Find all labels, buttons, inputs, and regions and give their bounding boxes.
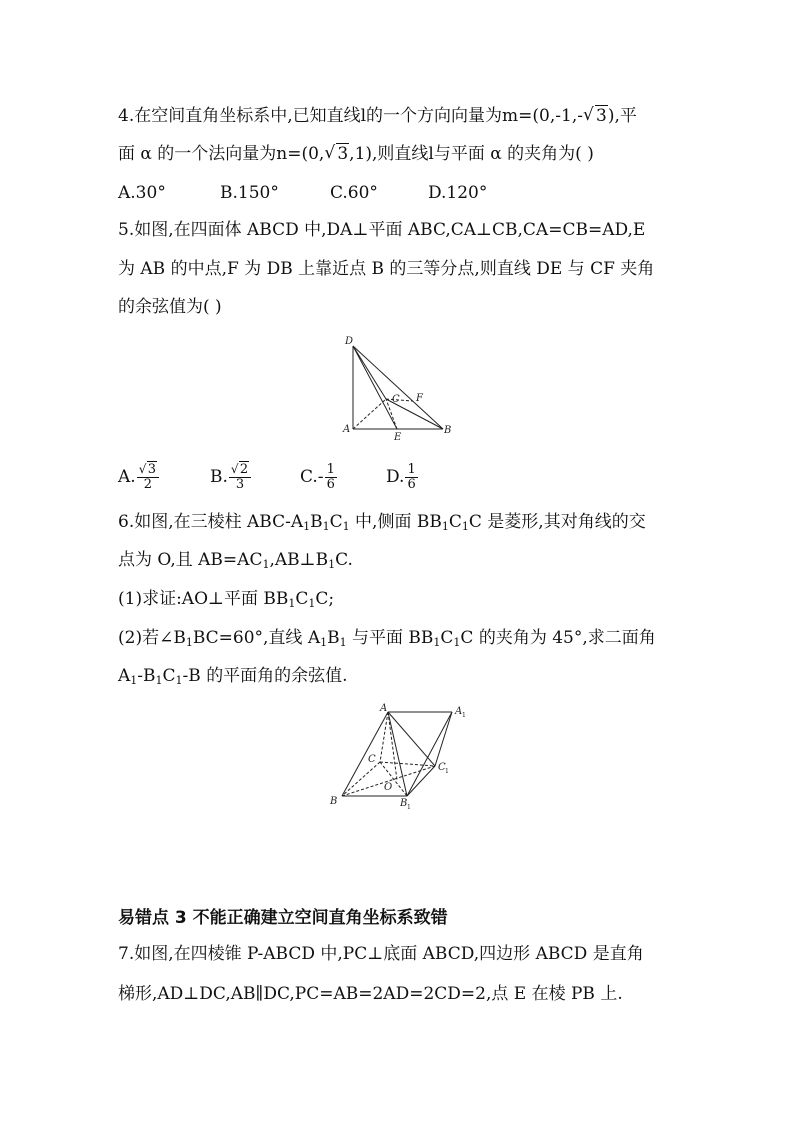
q5-option-d [386, 463, 418, 492]
q6-text: C 的夹角为 45°,求二面角 [460, 628, 656, 648]
label-c: C [368, 754, 376, 765]
frac-num: 1 [407, 462, 416, 477]
subscript: 1 [155, 674, 163, 687]
q4-option-b: B.150° [220, 183, 279, 203]
label-a1: A [455, 706, 463, 717]
subscript: 1 [342, 520, 350, 533]
q6-text: 中,侧面 BB [349, 512, 442, 532]
q6-text: B [327, 628, 340, 648]
q7-line-2: 梯形,AD⊥DC,AB∥DC,PC=AB=2AD=2CD=2,点 E 在棱 PB 上. [118, 984, 623, 1004]
q5-line-2: 为 AB 的中点,F 为 DB 上靠近点 B 的三等分点,则直线 DE 与 CF 夹角 [118, 259, 655, 279]
q5-option-a [118, 463, 159, 492]
q6-text: C [295, 589, 309, 609]
q6-text: 6.如图,在三棱柱 ABC-A [118, 512, 304, 532]
fraction [405, 463, 417, 492]
q5-option-b [210, 463, 251, 492]
q4-option-a: A.30° [118, 183, 166, 203]
q5-option-c [300, 463, 337, 492]
frac-num: 1 [326, 462, 335, 477]
q4-option-d: D.120° [428, 183, 488, 203]
q6-text: C [162, 666, 176, 686]
q7-line-1: 7.如图,在四棱锥 P-ABCD 中,PC⊥底面 ABCD,四边形 ABCD 是直角 [118, 944, 644, 964]
label-c1: C [438, 762, 446, 773]
q6-text: 点为 O,且 AB=AC [118, 550, 263, 570]
q6-line-1 [118, 510, 646, 534]
sqrt-arg: 3 [595, 106, 607, 126]
q4-line-1 [118, 104, 637, 128]
label-e: E [394, 432, 402, 443]
subscript: 1 [185, 636, 193, 649]
option-prefix: C.- [300, 467, 324, 487]
label-b1-sub: 1 [407, 804, 411, 811]
subscript: 1 [262, 558, 270, 571]
q6-text: C. [335, 550, 353, 570]
fraction [325, 463, 337, 492]
q6-line-2 [118, 548, 353, 572]
frac-num: 2 [239, 462, 249, 477]
section-heading: 易错点 3 不能正确建立空间直角坐标系致错 [118, 908, 448, 928]
q6-part-1 [118, 587, 334, 611]
frac-den: 2 [143, 477, 152, 492]
prism-figure [322, 700, 472, 812]
label-b1: B [400, 798, 408, 809]
q6-text: BC=60°,直线 A [192, 628, 321, 648]
subscript: 1 [461, 520, 469, 533]
q4-option-c: C.60° [330, 183, 378, 203]
subscript: 1 [441, 520, 449, 533]
q4-text: ,1),则直线l与平面 α 的夹角为( ) [349, 144, 594, 164]
sqrt: √ 3 [324, 143, 349, 164]
subscript: 1 [303, 520, 311, 533]
q6-text: 与平面 BB [346, 628, 434, 648]
q6-text: -B [137, 666, 156, 686]
subscript: 1 [288, 597, 296, 610]
subscript: 1 [320, 636, 328, 649]
q6-text: C 是菱形,其对角线的交 [468, 512, 646, 532]
subscript: 1 [322, 520, 330, 533]
q5-line-1: 5.如图,在四面体 ABCD 中,DA⊥平面 ABC,CA⊥CB,CA=CB=AD,E [118, 220, 646, 240]
frac-den: 3 [235, 477, 245, 492]
q4-text: 4.在空间直角坐标系中,已知直线l的一个方向向量为m=(0,-1,- [118, 106, 583, 126]
label-a: A [343, 424, 351, 435]
frac-num: 3 [147, 462, 156, 477]
subscript: 1 [130, 674, 138, 687]
subscript: 1 [175, 674, 183, 687]
q6-text: A [118, 666, 131, 686]
label-c1-sub: 1 [445, 768, 449, 775]
label-b: B [330, 796, 338, 807]
q6-text: ,AB⊥B [269, 550, 329, 570]
q6-text: (1)求证:AO⊥平面 BB [118, 589, 289, 609]
q4-text: 面 α 的一个法向量为n=(0, [118, 144, 325, 164]
subscript: 1 [453, 636, 461, 649]
subscript: 1 [308, 597, 316, 610]
label-f: F [416, 393, 423, 404]
q6-text: -B 的平面角的余弦值. [182, 666, 348, 686]
sqrt: √ 3 [582, 105, 607, 126]
q6-text: C [440, 628, 454, 648]
q6-text: C; [315, 589, 335, 609]
tetrahedron-figure [340, 333, 460, 443]
option-prefix: B. [210, 467, 228, 487]
frac-den: 6 [407, 477, 416, 492]
label-b: B [444, 425, 452, 436]
label-c: C [392, 394, 400, 405]
q5-line-3: 的余弦值为( ) [118, 297, 222, 317]
subscript: 1 [328, 558, 336, 571]
option-prefix: A. [118, 467, 136, 487]
subscript: 1 [339, 636, 347, 649]
q6-text: B [310, 512, 323, 532]
sqrt-arg: 3 [337, 144, 349, 164]
subscript: 1 [433, 636, 441, 649]
option-prefix: D. [386, 467, 405, 487]
fraction: √ 2 3 [229, 463, 251, 492]
q6-line-5 [118, 664, 348, 688]
q6-part-2 [118, 626, 656, 650]
label-a1-sub: 1 [462, 712, 466, 719]
q4-text: ),平 [607, 106, 637, 126]
q6-text: (2)若∠B [118, 628, 186, 648]
frac-den: 6 [326, 477, 335, 492]
fraction: √ 3 2 [137, 463, 159, 492]
q6-text: C [448, 512, 462, 532]
q4-line-2 [118, 142, 594, 166]
q6-text: C [329, 512, 343, 532]
label-a: A [380, 703, 388, 714]
label-d: D [345, 336, 354, 347]
label-o: O [384, 782, 393, 793]
